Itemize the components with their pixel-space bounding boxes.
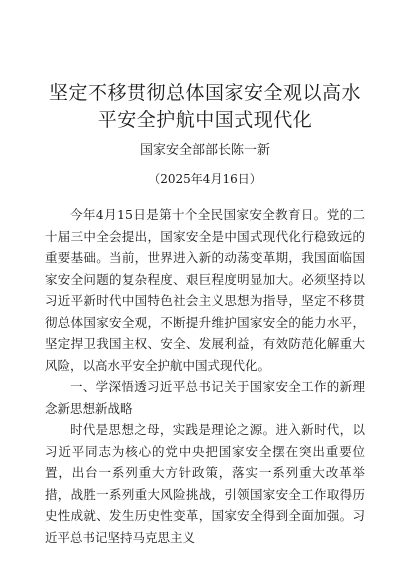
paragraph: 时代是思想之母，实践是理论之源。进入新时代，以习近平同志为核心的党中央把国家安全摆在突出重要位置，出台一系列重大方针政策，落实一系列重大改革举措，战胜一系列重大风险挑战，引领国家安全工作取得历史性成就、发生历史性变革，国家安全得到全面加强。习近平总书记坚持马克思主义 — [45, 422, 365, 545]
section-heading: 一、学深悟透习近平总书记关于国家安全工作的新理念新思想新战略 — [45, 379, 365, 416]
paragraph: 今年4月15日是第十个全民国家安全教育日。党的二十届三中全会提出，国家安全是中国式现代化行稳致远的重要基础。当前，世界进入新的动荡变革期，我国面临国家安全问题的复杂程度、艰巨程度明显加大。必须坚持以习近平新时代中国特色社会主义思想为指导，坚定不移贯彻总体国家安全观，不断提升维护国家安全的能力水平，坚定捍卫我国主权、安全、发展利益，有效防范化解重大风险，以高水平安全护航中国式现代化。 — [45, 207, 365, 373]
document-body — [45, 204, 365, 548]
document-title: 坚定不移贯彻总体国家安全观以高水平安全护航中国式现代化 — [48, 82, 361, 131]
author-line: 国家安全部部长陈一新 — [139, 143, 270, 158]
date-line: （2025年4月16日） — [148, 172, 262, 186]
